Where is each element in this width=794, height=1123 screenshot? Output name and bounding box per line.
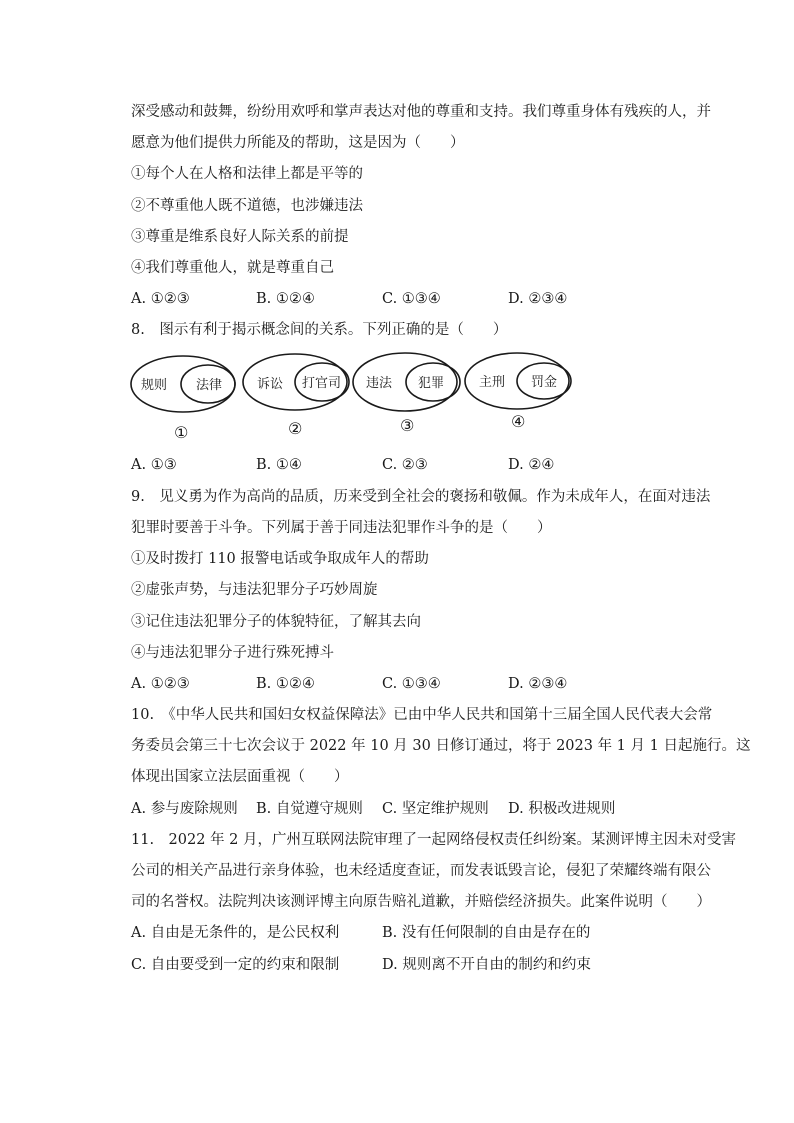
q7-option-b[interactable]: B. ①②④ bbox=[256, 291, 315, 307]
q11-option-b[interactable]: B. 没有任何限制的自由是存在的 bbox=[382, 925, 591, 941]
q11-option-a[interactable]: A. 自由是无条件的，是公民权利 bbox=[131, 925, 340, 941]
q11-stem-line-1: 11. 2022 年 2 月，广州互联网法院审理了一起网络侵权责任纠纷案。某测评博主因未对受害 bbox=[131, 832, 737, 848]
q11-stem-line-3: 司的名誉权。法院判决该测评博主向原告赔礼道歉，并赔偿经济损失。此案件说明（ ） bbox=[131, 894, 711, 910]
diagram-3 bbox=[353, 353, 460, 435]
q11-option-c[interactable]: C. 自由要受到一定的约束和限制 bbox=[131, 957, 340, 973]
q7-item-3: ③尊重是维系良好人际关系的前提 bbox=[131, 229, 349, 245]
q7-option-c[interactable]: C. ①③④ bbox=[382, 291, 441, 307]
q9-option-d[interactable]: D. ②③④ bbox=[508, 676, 568, 692]
q8-option-a[interactable]: A. ①③ bbox=[131, 457, 177, 473]
q10-option-c[interactable]: C. 坚定维护规则 bbox=[382, 801, 489, 817]
q8-stem: 8. 图示有利于揭示概念间的关系。下列正确的是（ ） bbox=[131, 322, 508, 338]
diagram-4-outer-label: 主刑 bbox=[479, 375, 506, 390]
diagram-3-outer-label: 违法 bbox=[366, 376, 393, 391]
q7-item-2: ②不尊重他人既不道德，也涉嫌违法 bbox=[131, 198, 363, 214]
diagram-4-number: ④ bbox=[511, 412, 526, 431]
q10-stem-line-1: 10. 《中华人民共和国妇女权益保障法》已由中华人民共和国第十三届全国人民代表大会常 bbox=[131, 707, 713, 723]
q7-option-a[interactable]: A. ①②③ bbox=[131, 291, 190, 307]
q10-stem-line-3: 体现出国家立法层面重视（ ） bbox=[131, 769, 349, 785]
q9-option-a[interactable]: A. ①②③ bbox=[131, 676, 190, 692]
diagram-3-inner-label: 犯罪 bbox=[418, 376, 445, 391]
diagram-1-number: ① bbox=[174, 423, 189, 442]
diagram-4-inner-label: 罚金 bbox=[531, 375, 558, 390]
q7-stem-line-2: 愿意为他们提供力所能及的帮助，这是因为（ ） bbox=[131, 135, 465, 151]
q7-stem-line-1: 深受感动和鼓舞，纷纷用欢呼和掌声表达对他的尊重和支持。我们尊重身体有残疾的人，并 bbox=[131, 104, 711, 120]
q7-item-4: ④我们尊重他人，就是尊重自己 bbox=[131, 260, 334, 276]
diagram-1 bbox=[131, 356, 235, 442]
q9-option-b[interactable]: B. ①②④ bbox=[256, 676, 315, 692]
q8-option-d[interactable]: D. ②④ bbox=[508, 457, 555, 473]
diagram-3-number: ③ bbox=[400, 416, 415, 435]
q11-stem-line-2: 公司的相关产品进行亲身体验，也未经适度查证，而发表诋毁言论，侵犯了荣耀终端有限公 bbox=[131, 863, 711, 879]
q9-option-c[interactable]: C. ①③④ bbox=[382, 676, 441, 692]
q9-stem-line-2: 犯罪时要善于斗争。下列属于善于同违法犯罪作斗争的是（ ） bbox=[131, 520, 552, 536]
q9-stem-line-1: 9. 见义勇为作为高尚的品质，历来受到全社会的褒扬和敬佩。作为未成年人，在面对违法 bbox=[131, 489, 711, 505]
q10-option-d[interactable]: D. 积极改进规则 bbox=[508, 801, 616, 817]
diagram-4 bbox=[465, 353, 571, 431]
q7-option-d[interactable]: D. ②③④ bbox=[508, 291, 568, 307]
q8-option-b[interactable]: B. ①④ bbox=[256, 457, 302, 473]
q7-item-1: ①每个人在人格和法律上都是平等的 bbox=[131, 166, 363, 182]
q10-option-a[interactable]: A. 参与废除规则 bbox=[131, 801, 238, 817]
q9-item-1: ①及时拨打 110 报警电话或争取成年人的帮助 bbox=[131, 551, 429, 567]
q9-item-3: ③记住违法犯罪分子的体貌特征，了解其去向 bbox=[131, 614, 421, 630]
diagram-1-outer-label: 规则 bbox=[141, 378, 168, 393]
q9-item-2: ②虚张声势，与违法犯罪分子巧妙周旋 bbox=[131, 582, 378, 598]
diagram-2-outer-label: 诉讼 bbox=[257, 377, 284, 392]
diagram-2-number: ② bbox=[288, 419, 303, 438]
concept-diagrams bbox=[128, 350, 578, 445]
diagram-2 bbox=[243, 354, 349, 438]
diagram-1-inner-label: 法律 bbox=[196, 378, 223, 393]
q10-stem-line-2: 务委员会第三十七次会议于 2022 年 10 月 30 日修订通过，将于 2023 年 1 月 1 日起施行。这 bbox=[131, 738, 751, 754]
q9-item-4: ④与违法犯罪分子进行殊死搏斗 bbox=[131, 645, 334, 661]
diagram-2-inner-label: 打官司 bbox=[302, 376, 342, 391]
q11-option-d[interactable]: D. 规则离不开自由的制约和约束 bbox=[382, 957, 591, 973]
q10-option-b[interactable]: B. 自觉遵守规则 bbox=[256, 801, 363, 817]
q8-option-c[interactable]: C. ②③ bbox=[382, 457, 428, 473]
